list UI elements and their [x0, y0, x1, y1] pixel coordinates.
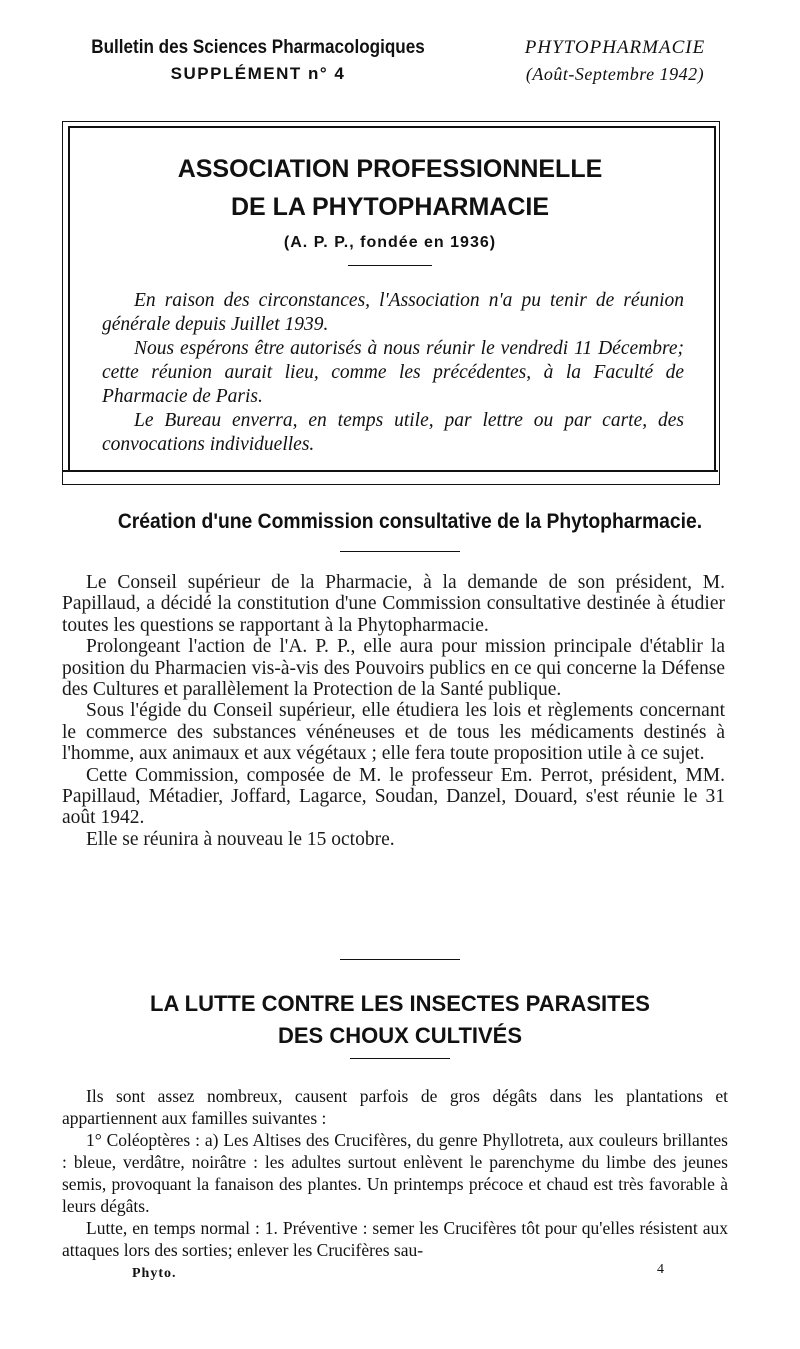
association-title [75, 150, 705, 226]
notice-paragraph: En raison des circonstances, l'Association n'a pu tenir de réunion générale depuis Juillet 1939. [102, 290, 684, 335]
association-subtitle: (A. P. P., fondée en 1936) [283, 234, 497, 251]
issue-date: (Août-Septembre 1942) [525, 64, 705, 84]
commission-heading: Création d'une Commission consultative de la Phytopharmacie. [117, 510, 703, 533]
body-paragraph: Le Conseil supérieur de la Pharmacie, à la demande de son président, M. Papillaud, a décidé la constitution d'une Commission consultative destinée à étudier toutes les questions se rapportant à la Phytopharmacie. [62, 572, 725, 636]
section-name: PHYTOPHARMACIE [524, 37, 706, 58]
divider-rule [348, 265, 432, 266]
body-paragraph: Sous l'égide du Conseil supérieur, elle étudiera les lois et règlements concernant le commerce des substances vénéneuses et de tous les médicaments destinés à l'homme, aux animaux et aux végétaux ; elle fera toute proposition utile à ce sujet. [62, 700, 725, 765]
page-number: 4 [657, 1262, 664, 1277]
body-paragraph: Prolongeant l'action de l'A. P. P., elle aura pour mission principale d'établir la position du Pharmacien vis-à-vis des Pouvoirs publics en ce qui concerne la Défense des Cultures et parallèlement la Protection de la Santé publique. [62, 636, 725, 701]
supplement-number: SUPPLÉMENT n° 4 [170, 64, 346, 83]
notice-frame-bottom-rule [62, 470, 718, 472]
notice-text [102, 289, 684, 457]
body-paragraph: Cette Commission, composée de M. le professeur Em. Perrot, président, MM. Papillaud, Métadier, Joffard, Lagarce, Soudan, Danzel, Douard, s'est réunie le 31 août 1942. [62, 764, 725, 829]
association-title-line2: DE LA PHYTOPHARMACIE [230, 193, 550, 221]
section-header [490, 36, 740, 88]
divider-rule [350, 1058, 450, 1059]
footer-label: Phyto. [132, 1266, 177, 1281]
notice-paragraph: Nous espérons être autorisés à nous réunir le vendredi 11 Décembre; cette réunion aurait lieu, comme les précédentes, à la Faculté de Pharmacie de Paris. [102, 338, 684, 407]
notice-paragraph: Le Bureau enverra, en temps utile, par lettre ou par carte, des convocations individuelles. [102, 410, 684, 455]
commission-body [62, 572, 725, 850]
journal-header [58, 36, 458, 88]
body-paragraph: 1° Coléoptères : a) Les Altises des Crucifères, du genre Phyllotreta, aux couleurs brillantes : bleue, verdâtre, noirâtre : les adultes surtout enlèvent le parenchyme du limbe des jeunes semis, provoquant la fanaison des plantes. Un printemps précoce et chaud est très favorable à leurs dégâts. [62, 1130, 728, 1216]
insects-heading [60, 988, 740, 1052]
body-paragraph: Ils sont assez nombreux, causent parfois de gros dégâts dans les plantations et appartiennent aux familles suivantes : [62, 1086, 728, 1128]
divider-rule [340, 551, 460, 552]
body-paragraph: Elle se réunira à nouveau le 15 octobre. [86, 828, 395, 850]
body-paragraph: Lutte, en temps normal : 1. Préventive : semer les Crucifères tôt pour qu'elles résistent aux attaques lors des sorties; enlever les Crucifères sau- [62, 1218, 728, 1260]
divider-rule [340, 959, 460, 960]
journal-title: Bulletin des Sciences Pharmacologiques [91, 37, 425, 58]
insects-heading-line2: DES CHOUX CULTIVÉS [277, 1023, 523, 1048]
association-title-line1: ASSOCIATION PROFESSIONNELLE [177, 155, 603, 183]
insects-heading-line1: LA LUTTE CONTRE LES INSECTES PARASITES [150, 991, 650, 1016]
insects-body [62, 1085, 728, 1261]
